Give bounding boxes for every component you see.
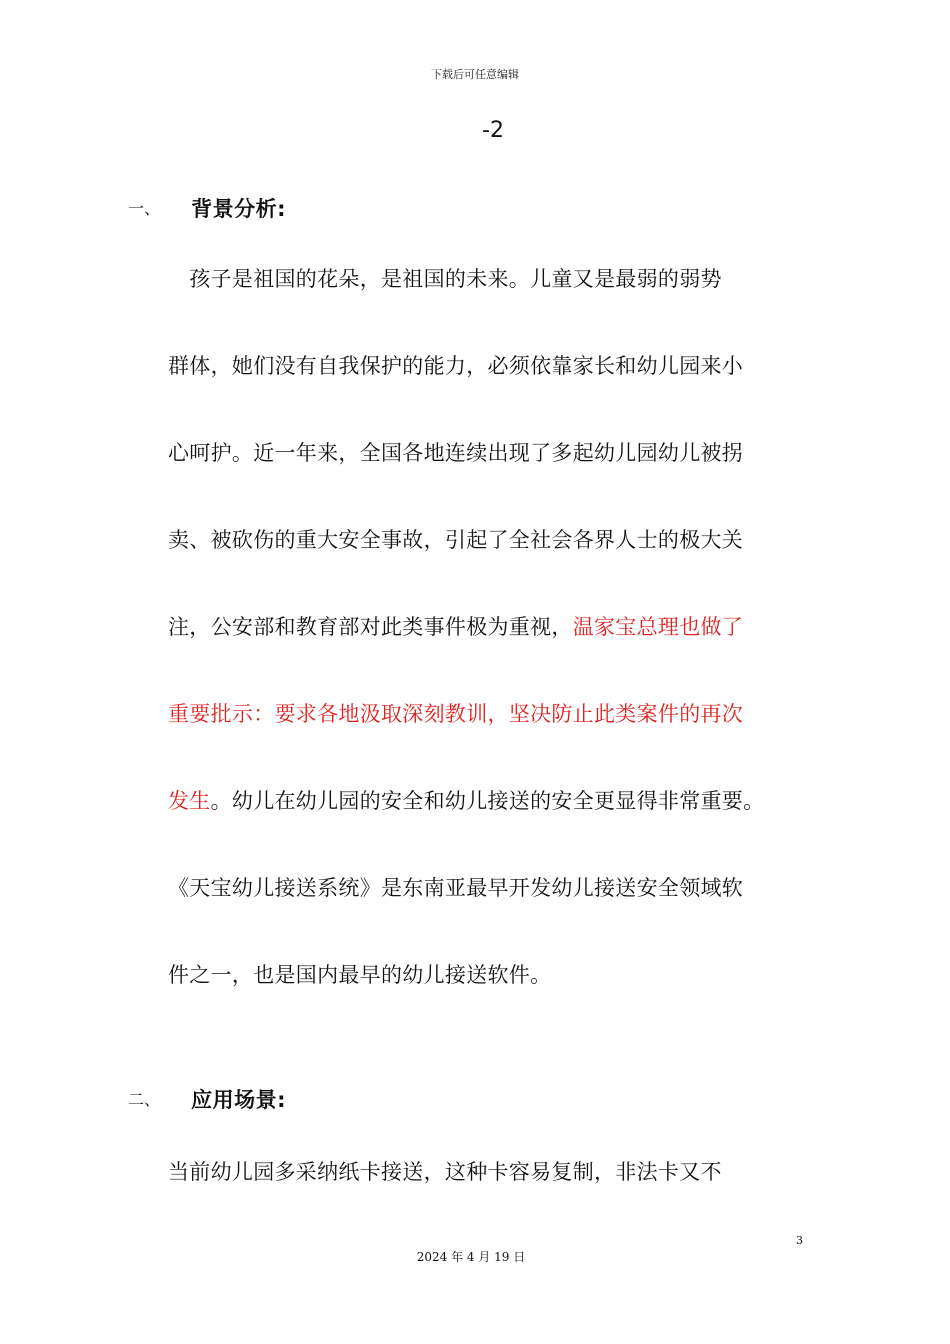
paragraph-line (168, 1157, 722, 1187)
highlighted-text-run: 温家宝总理也做了 (572, 615, 744, 639)
text-run: 卖、被砍伤的重大安全事故，引起了全社会各界人士的极大关 (168, 528, 744, 552)
highlighted-text-run: 发生 (168, 789, 211, 813)
section-title: 应用场景: (191, 1087, 286, 1112)
text-run: 。幼儿在幼儿园的安全和幼儿接送的安全更显得非常重要。 (210, 789, 765, 813)
section-number: 一、 (128, 198, 161, 218)
page-number: 3 (796, 1234, 803, 1247)
text-run: 注，公安部和教育部对此类事件极为重视， (168, 615, 573, 639)
paragraph-line (168, 438, 743, 468)
paragraph-line (168, 351, 743, 381)
page-label: -2 (482, 118, 504, 143)
highlighted-text-run: 重要批示：要求各地汲取深刻教训，坚决防止此类案件的再次 (168, 702, 744, 726)
paragraph-line (168, 525, 743, 555)
paragraph-line (168, 264, 722, 294)
paragraph-line (168, 612, 743, 642)
text-run: 件之一，也是国内最早的幼儿接送软件。 (168, 963, 552, 987)
footer-date: 2024 年 4 月 19 日 (416, 1250, 526, 1264)
section-heading-background (128, 193, 286, 223)
paragraph-line (168, 786, 764, 816)
section-heading-scenario (128, 1084, 286, 1114)
text-run: 当前幼儿园多采纳纸卡接送，这种卡容易复制，非法卡又不 (168, 1160, 722, 1184)
text-run: 《天宝幼儿接送系统》是东南亚最早开发幼儿接送安全领域软 (168, 876, 744, 900)
header-note: 下载后可任意编辑 (431, 68, 519, 81)
paragraph-line (168, 873, 743, 903)
paragraph-line (168, 699, 743, 729)
section-number: 二、 (128, 1089, 161, 1109)
text-run: 孩子是祖国的花朵，是祖国的未来。儿童又是最弱的弱势 (168, 267, 722, 291)
text-run: 群体，她们没有自我保护的能力，必须依靠家长和幼儿园来小 (168, 354, 744, 378)
text-run: 心呵护。近一年来，全国各地连续出现了多起幼儿园幼儿被拐 (168, 441, 744, 465)
paragraph-line (168, 960, 551, 990)
section-title: 背景分析: (191, 196, 286, 221)
